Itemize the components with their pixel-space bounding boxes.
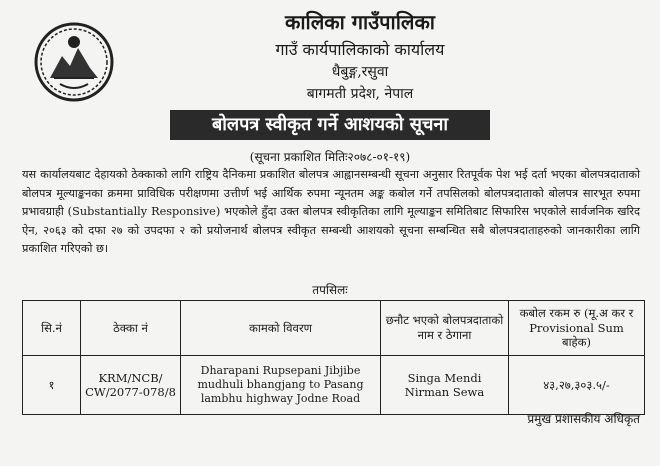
header-bidder: छनौट भएको बोलपत्रदाताको नाम र ठेगाना	[381, 301, 509, 356]
cell-work: Dharapani Rupsepani Jibjibe mudhuli bhangjang to Pasang lambhu highway Jodne Road	[181, 356, 381, 415]
table-header-row	[23, 301, 645, 356]
bid-table	[22, 300, 645, 415]
cell-amount: ४३,२७,३०३.५/-	[509, 356, 645, 415]
cell-sn: १	[23, 356, 81, 415]
notice-body: यस कार्यालयबाट देहायको ठेक्काको लागि राष्ट्रिय दैनिकमा प्रकाशित बोलपत्र आह्वानसम्बन्धी सूचना अनुसार रितपूर्वक पेश भई दर्ता भएका बोलपत्रदाताको बोलपत्र मूल्याङ्कनका क्रममा प्राविधिक परीक्षणमा उत्तीर्ण भई आर्थिक रुपमा न्यूनतम अङ्क कबोल गर्ने तपसिलको बोलपत्रदाताको बोलपत्र सारभूत रुपमा प्रभावग्राही (Substantially Responsive) भएकोले हुँदा उक्त बोलपत्र स्वीकृतिका लागि मूल्याङ्कन समितिबाट सिफारिस भएकोले सार्वजनिक खरिद ऐन, २०६३ को दफा २७ को उपदफा २ को प्रयोजनार्थ बोलपत्र स्वीकृत सम्बन्धी आशयको सूचना सम्बन्धित सबै बोलपत्रदाताहरुको जानकारीका लागि प्रकाशित गरिएको छ।	[22, 168, 640, 255]
published-date: (सूचना प्रकाशित मितिः२०७८-०१-१९)	[249, 150, 411, 164]
office-address: धैबुङ्ग,रसुवा	[331, 64, 389, 80]
header-work: कामको विवरण	[181, 301, 381, 356]
schedule-label: तपसिलः	[312, 283, 348, 297]
header-sn: सि.नं	[23, 301, 81, 356]
org-name: कालिका गाउँपालिका	[284, 10, 435, 34]
nepal-government-emblem-icon	[32, 20, 116, 104]
office-name: गाउँ कार्यपालिकाको कार्यालय	[275, 40, 445, 59]
cell-contract-no: KRM/NCB/ CW/2077-078/8	[81, 356, 181, 415]
header-contract-no: ठेक्का नं	[81, 301, 181, 356]
signature-title: प्रमुख प्रशासकीय अधिकृत	[527, 412, 640, 426]
province-line: बागमती प्रदेश, नेपाल	[306, 86, 414, 102]
notice-title: बोलपत्र स्वीकृत गर्ने आशयको सूचना	[170, 110, 490, 140]
table-row	[23, 356, 645, 415]
cell-bidder: Singa Mendi Nirman Sewa	[381, 356, 509, 415]
header-amount: कबोल रकम रु (मू.अ कर र Provisional Sum बाहेक)	[509, 301, 645, 356]
